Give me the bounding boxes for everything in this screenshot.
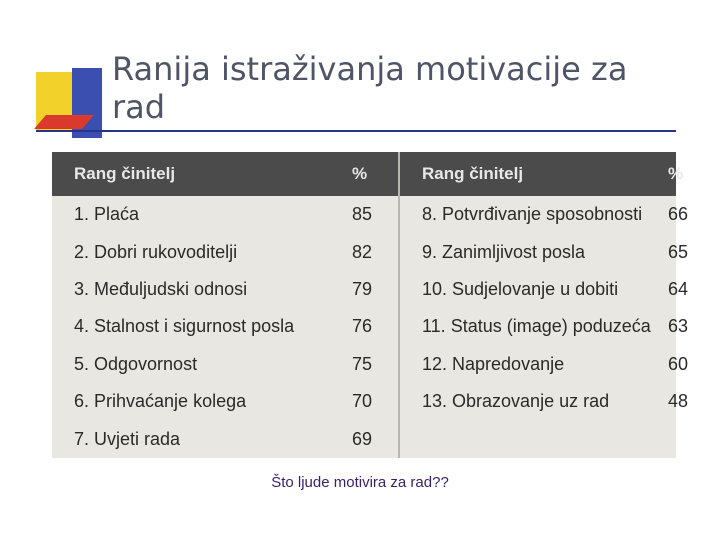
factor-cell: 3. Međuljudski odnosi — [74, 279, 248, 300]
factor-cell: 4. Stalnost i sigurnost posla — [74, 316, 295, 337]
motivation-table — [52, 152, 689, 458]
percent-cell: 48 — [668, 391, 689, 412]
factor-cell: 11. Status (image) poduzeća — [422, 316, 651, 337]
header-rank-factor-left: Rang činitelj — [52, 152, 344, 196]
factor-cell: 2. Dobri rukovoditelji — [74, 241, 238, 262]
percent-cell: 79 — [344, 271, 399, 308]
table-header-row — [52, 152, 676, 196]
table-row — [52, 346, 676, 383]
percent-cell: 76 — [344, 308, 399, 345]
percent-cell: 64 — [668, 279, 689, 300]
header-percent-right: % — [660, 152, 676, 196]
factor-cell: 9. Zanimljivost posla — [422, 241, 586, 262]
table-caption: Što ljude motivira za rad?? — [271, 474, 449, 491]
percent-cell — [660, 421, 676, 458]
percent-cell: 65 — [668, 241, 689, 262]
percent-cell: 70 — [344, 383, 399, 420]
factor-cell — [399, 421, 660, 458]
factor-cell: 8. Potvrđivanje sposobnosti — [422, 204, 643, 225]
table-row — [52, 271, 676, 308]
decor-divider-line — [36, 130, 676, 132]
header-percent-left: % — [344, 152, 399, 196]
table-row — [52, 196, 676, 233]
percent-cell: 60 — [668, 353, 689, 374]
factor-cell: 5. Odgovornost — [74, 353, 198, 374]
percent-cell: 66 — [668, 204, 689, 225]
percent-cell: 69 — [344, 421, 399, 458]
factor-cell: 10. Sudjelovanje u dobiti — [422, 279, 619, 300]
percent-cell: 75 — [344, 346, 399, 383]
percent-cell: 63 — [668, 316, 689, 337]
factor-cell: 6. Prihvaćanje kolega — [74, 391, 247, 412]
factor-cell: 12. Napredovanje — [422, 353, 565, 374]
factor-cell: 13. Obrazovanje uz rad — [422, 391, 610, 412]
slide-title: Ranija istraživanja motivacije za rad — [112, 50, 628, 126]
table-row — [52, 421, 676, 458]
header-rank-factor-right: Rang činitelj — [399, 152, 660, 196]
factor-cell: 7. Uvjeti rada — [74, 428, 181, 449]
table-row — [52, 383, 676, 420]
factor-cell: 1. Plaća — [74, 204, 140, 225]
percent-cell: 85 — [344, 196, 399, 233]
table-row — [52, 308, 676, 345]
percent-cell: 82 — [344, 233, 399, 270]
table-row — [52, 233, 676, 270]
